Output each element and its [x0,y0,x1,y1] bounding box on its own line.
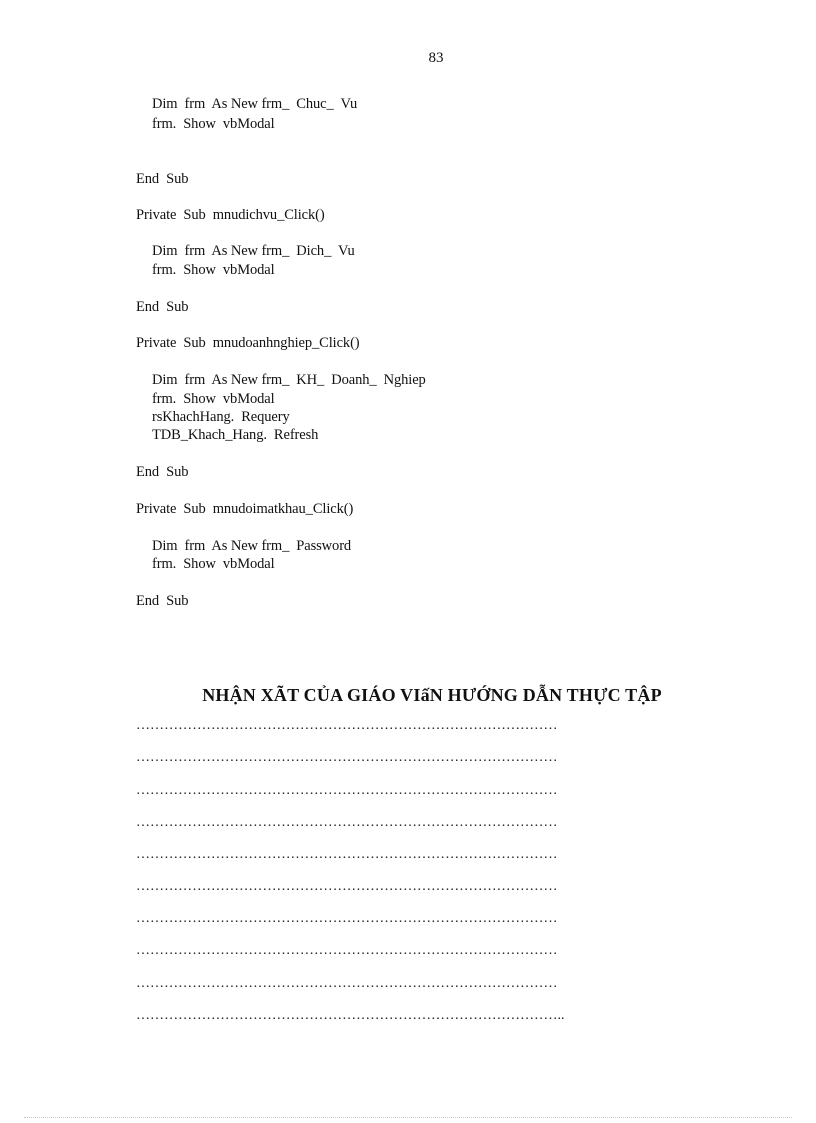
code-line: TDB_Khach_Hang. Refresh [152,427,319,443]
code-line: frm. Show vbModal [152,391,275,407]
code-line: Private Sub mnudoanhnghiep_Click() [136,335,360,351]
code-line: Private Sub mnudoimatkhau_Click() [136,501,354,517]
review-dotted-line: ……………………………………………………………………………… [136,815,558,830]
code-line: frm. Show vbModal [152,556,275,572]
page-number: 83 [428,50,444,66]
code-line: Dim frm As New frm_ Chuc_ Vu [152,96,358,112]
code-line: End Sub [136,464,189,480]
review-dotted-line: ……………………………………………………………………………….. [136,1008,565,1023]
review-title: NHẬN XÃT CỦA GIÁO VIấN HƯỚNG DẪN THỰC TẬP [202,685,662,705]
review-dotted-line: ……………………………………………………………………………… [136,783,558,798]
code-line: End Sub [136,593,189,609]
code-line: End Sub [136,299,189,315]
review-dotted-line: ……………………………………………………………………………… [136,879,558,894]
review-dotted-line: ……………………………………………………………………………… [136,847,558,862]
code-line: Private Sub mnudichvu_Click() [136,207,325,223]
code-line: Dim frm As New frm_ Password [152,538,352,554]
bottom-dotted-rule [24,1117,792,1118]
code-line: rsKhachHang. Requery [152,409,290,425]
review-dotted-line: ……………………………………………………………………………… [136,911,558,926]
code-line: End Sub [136,171,189,187]
review-dotted-line: ……………………………………………………………………………… [136,943,558,958]
code-line: frm. Show vbModal [152,262,275,278]
code-line: Dim frm As New frm_ KH_ Doanh_ Nghiep [152,372,426,388]
review-dotted-line: ……………………………………………………………………………… [136,718,558,733]
review-dotted-line: ……………………………………………………………………………… [136,750,558,765]
code-line: Dim frm As New frm_ Dich_ Vu [152,243,355,259]
review-dotted-line: ……………………………………………………………………………… [136,976,558,991]
code-line: frm. Show vbModal [152,116,275,132]
